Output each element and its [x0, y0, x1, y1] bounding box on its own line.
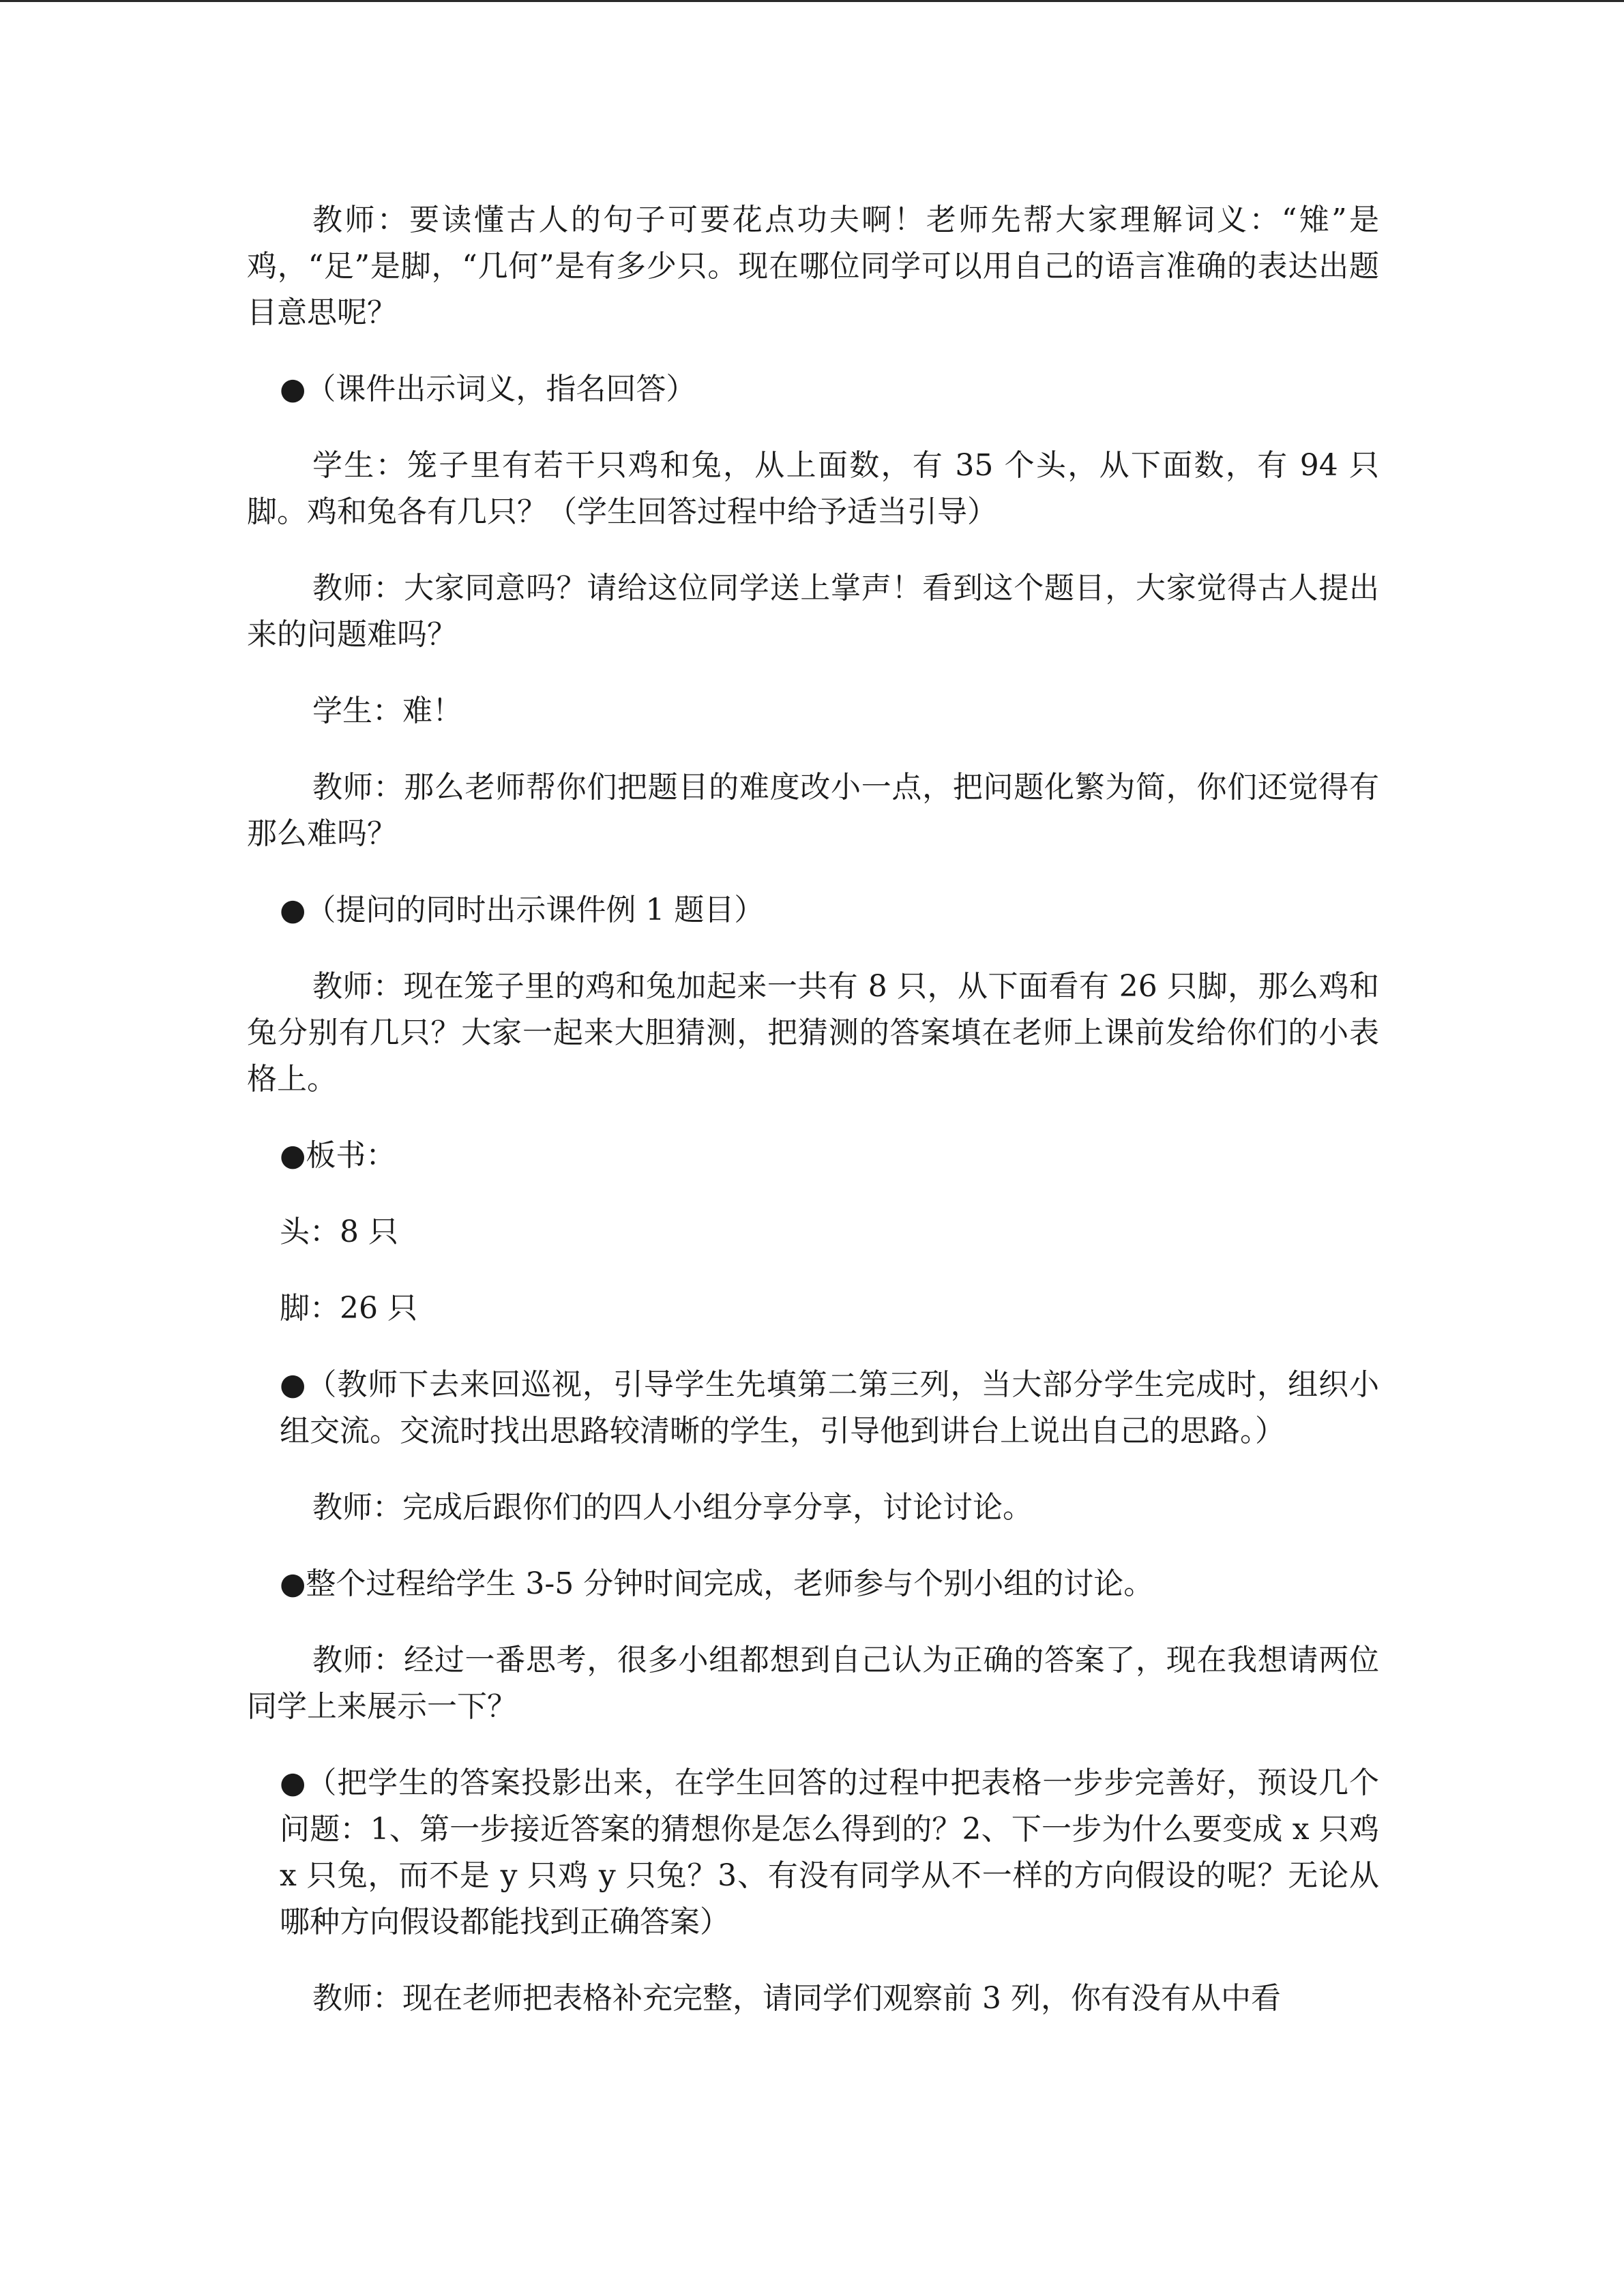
- bullet-note-4: ●整个过程给学生 3-5 分钟时间完成，老师参与个别小组的讨论。: [280, 1566, 1154, 1601]
- bullet-note-2: ●（提问的同时出示课件例 1 题目）: [280, 893, 765, 927]
- student-paragraph-2: 学生：难！: [312, 694, 462, 728]
- board-feet-line: 脚：26 只: [280, 1291, 417, 1326]
- bullet-note-1: ●（课件出示词义，指名回答）: [280, 372, 696, 406]
- bullet-note-3: ●（教师下去来回巡视，引导学生先填第二第三列，当大部分学生完成时，组织小组交流。交流时找出思路较清晰的学生，引导他到讲台上说出自己的思路。）: [280, 1367, 1379, 1448]
- teacher-paragraph-7: 教师：现在老师把表格补充完整，请同学们观察前 3 列，你有没有从中看: [312, 1981, 1281, 2016]
- student-paragraph-1: 学生：笼子里有若干只鸡和兔，从上面数，有 35 个头，从下面数，有 94 只脚。鸡和兔各有几只？（学生回答过程中给予适当引导）: [247, 448, 1379, 529]
- teacher-paragraph-2: 教师：大家同意吗？请给这位同学送上掌声！看到这个题目，大家觉得古人提出来的问题难吗？: [247, 571, 1379, 652]
- teacher-paragraph-4: 教师：现在笼子里的鸡和兔加起来一共有 8 只，从下面看有 26 只脚，那么鸡和兔分别有几只？大家一起来大胆猜测，把猜测的答案填在老师上课前发给你们的小表格上。: [247, 969, 1379, 1097]
- bullet-note-5: ●（把学生的答案投影出来，在学生回答的过程中把表格一步步完善好，预设几个问题：1、第一步接近答案的猜想你是怎么得到的？2、下一步为什么要变成 x 只鸡 x 只兔，而不是 y 只鸡 y 只兔？3、有没有同学从不一样的方向假设的呢？无论从哪种方向假设都能找到正确答案）: [280, 1765, 1379, 1939]
- document-body: [247, 197, 1379, 2052]
- teacher-paragraph-1: 教师：要读懂古人的句子可要花点功夫啊！老师先帮大家理解词义：“雉”是鸡，“足”是脚，“几何”是有多少只。现在哪位同学可以用自己的语言准确的表达出题目意思呢？: [247, 203, 1379, 330]
- teacher-paragraph-5: 教师：完成后跟你们的四人小组分享分享，讨论讨论。: [312, 1490, 1033, 1525]
- board-writing-heading: ●板书：: [280, 1138, 396, 1173]
- board-heads-line: 头：8 只: [280, 1214, 398, 1249]
- teacher-paragraph-6: 教师：经过一番思考，很多小组都想到自己认为正确的答案了，现在我想请两位同学上来展示一下？: [247, 1643, 1379, 1724]
- teacher-paragraph-3: 教师：那么老师帮你们把题目的难度改小一点，把问题化繁为简，你们还觉得有那么难吗？: [247, 770, 1379, 851]
